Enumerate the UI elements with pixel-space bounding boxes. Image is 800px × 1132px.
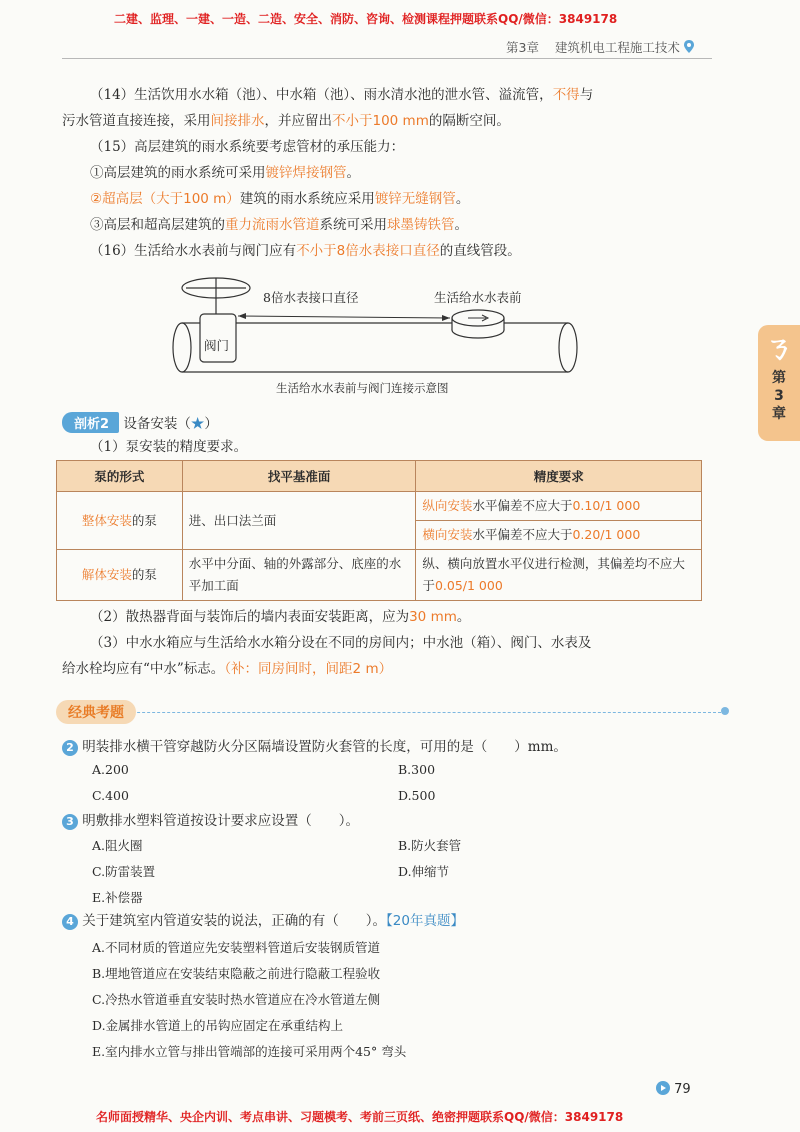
para-14-line2: 污水管道直接连接，采用间接排水，并应留出不小于100 mm的隔断空间。 (62, 113, 510, 129)
option: E.补偿器 (92, 890, 143, 905)
col-header: 泵的形式 (57, 461, 183, 492)
para-15: （15）高层建筑的雨水系统要考虑管材的承压能力： (90, 139, 405, 155)
divider-dot (721, 707, 729, 715)
col-header: 精度要求 (416, 461, 702, 492)
pipe (182, 323, 568, 372)
table-cell: 解体安装的泵 (57, 550, 183, 601)
handwheel-spoke (186, 278, 246, 316)
header-title: 建筑机电工程施工技术 (554, 40, 680, 55)
question-number: 4 (62, 914, 78, 930)
page-number-block (656, 1081, 691, 1097)
option: C.防雷装置 (92, 864, 156, 879)
table-cell: 水平中分面、轴的外露部分、底座的水平加工面 (182, 550, 416, 601)
option: B.300 (398, 762, 436, 777)
para-16: （16）生活给水水表前与阀门应有不小于8倍水表接口直径的直线管段。 (90, 243, 521, 259)
option: B.埋地管道应在安装结束隐蔽之前进行隐蔽工程验收 (92, 966, 381, 981)
question-number: 3 (62, 814, 78, 830)
option: A.200 (92, 762, 129, 777)
question-2: 2 明装排水横干管穿越防火分区隔墙设置防火套管的长度，可用的是（ ）mm。 (62, 735, 567, 759)
header-rule (62, 58, 712, 59)
chapter-tab (758, 325, 800, 441)
pipe-left-end (173, 323, 191, 372)
option: E.室内排水立管与排出管端部的连接可采用两个45° 弯头 (92, 1044, 407, 1059)
table-header-row (57, 461, 702, 492)
chapter-tab-l2: 3 (774, 388, 784, 404)
option: A.阻火圈 (92, 838, 143, 853)
table-cell: 纵、横向放置水平仪进行检测，其偏差均不应大于0.05/1 000 (416, 550, 702, 601)
question-3: 3 明敷排水塑料管道按设计要求应设置（ ）。 (62, 809, 359, 833)
meter-label: 生活给水水表前 (434, 290, 522, 305)
pump-accuracy-table (56, 460, 702, 601)
option: D.500 (398, 788, 436, 803)
s1-text: （1）泵安装的精度要求。 (90, 439, 248, 455)
para-14-line1: （14）生活饮用水水箱（池）、中水箱（池）、雨水清水池的泄水管、溢流管，不得与 (90, 87, 594, 103)
exam-title: 经典考题 (56, 700, 136, 724)
dimension-line (238, 316, 450, 318)
s3-line2: 给水栓均应有“中水”标志。（补：同房间时，间距2 m） (62, 661, 393, 677)
para-15-item2: ②超高层（大于100 m）建筑的雨水系统应采用镀锌无缝钢管。 (90, 191, 470, 207)
dimension-arrow-right (442, 315, 450, 321)
header-chapter: 第3章 (506, 40, 539, 55)
page-number: 79 (674, 1082, 691, 1097)
option: A.不同材质的管道应先安装塑料管道后安装钢质管道 (92, 940, 381, 955)
valve-meter-diagram (160, 268, 600, 380)
section-2-heading: 剖析2 设备安装（★） (62, 412, 218, 433)
s3-line1: （3）中水水箱应与生活给水水箱分设在不同的房间内；中水池（箱）、阀门、水表及 (90, 635, 592, 651)
dim-label: 8倍水表接口直径 (263, 290, 359, 305)
option: B.防火套管 (398, 838, 462, 853)
para-15-item3: ③高层和超高层建筑的重力流雨水管道系统可采用球墨铸铁管。 (90, 217, 468, 233)
option: D.伸缩节 (398, 864, 450, 879)
question-number: 2 (62, 740, 78, 756)
option: C.400 (92, 788, 129, 803)
table-cell: 横向安装水平偏差不应大于0.20/1 000 (416, 521, 702, 550)
pipe-right-end (559, 323, 577, 372)
year-tag: 【20年真题】 (386, 913, 464, 929)
table-row (57, 492, 702, 521)
chapter-tab-glyph: ㄋ (764, 331, 794, 366)
valve-label: 阀门 (204, 338, 230, 353)
col-header: 找平基准面 (182, 461, 416, 492)
exam-divider (62, 712, 726, 713)
section-pill: 剖析2 (62, 412, 119, 433)
table-cell: 进、出口法兰面 (182, 492, 416, 550)
table-row (57, 550, 702, 601)
chapter-tab-l3: 章 (772, 406, 786, 422)
play-arrow-icon (656, 1082, 670, 1097)
star-icon: ★ (190, 416, 205, 432)
table-cell: 整体安装的泵 (57, 492, 183, 550)
option: D.金属排水管道上的吊钩应固定在承重结构上 (92, 1018, 344, 1033)
running-header (506, 38, 694, 56)
s2-text: （2）散热器背面与装饰后的墙内表面安装距离，应为30 mm。 (90, 609, 471, 625)
para-15-item1: ①高层建筑的雨水系统可采用镀锌焊接钢管。 (90, 165, 360, 181)
question-4: 4 关于建筑室内管道安装的说法，正确的有（ ）。【20年真题】 (62, 909, 464, 933)
diagram-caption: 生活给水水表前与阀门连接示意图 (276, 381, 449, 395)
option: C.冷热水管道垂直安装时热水管道应在冷水管道左侧 (92, 992, 381, 1007)
chapter-tab-l1: 第 (772, 370, 786, 386)
table-cell: 纵向安装水平偏差不应大于0.10/1 000 (416, 492, 702, 521)
location-pin-icon (684, 40, 694, 55)
dimension-arrow-left (238, 313, 246, 319)
bottom-promo-banner: 名师面授精华、央企内训、考点串讲、习题模考、考前三页纸、绝密押题联系QQ/微信：3849178 (96, 1110, 624, 1124)
top-promo-banner: 二建、监理、一建、一造、二造、安全、消防、咨询、检测课程押题联系QQ/微信：3849178 (114, 12, 618, 26)
